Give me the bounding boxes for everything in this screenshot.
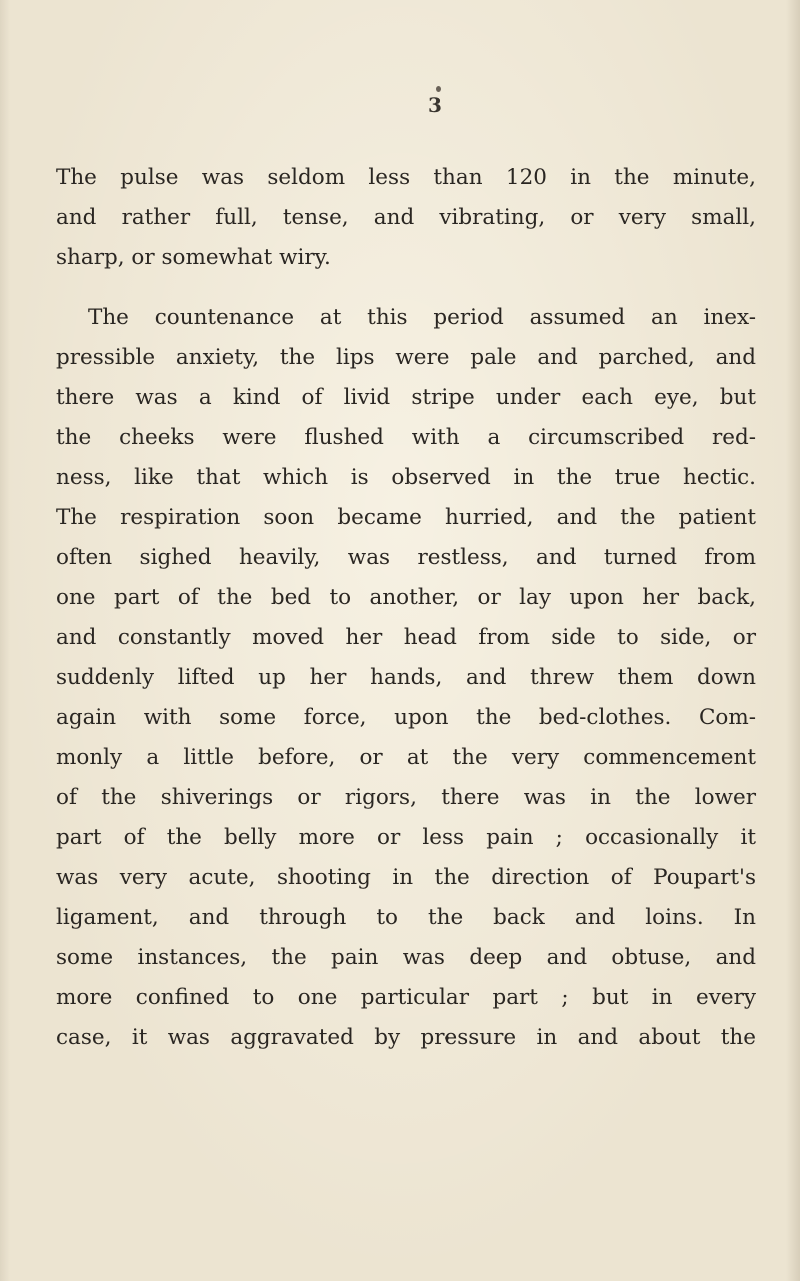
text-line: often sighed heavily, was restless, and turned from bbox=[56, 545, 756, 570]
text-line: monly a little before, or at the very commencement bbox=[56, 745, 756, 770]
text-line: The countenance at this period assumed an inex- bbox=[88, 305, 756, 330]
text-line: of the shiverings or rigors, there was in the lower bbox=[56, 785, 756, 810]
text-line: sharp, or somewhat wiry. bbox=[56, 245, 331, 270]
page-right-shadow bbox=[786, 0, 800, 1281]
text-line: suddenly lifted up her hands, and threw them down bbox=[56, 665, 756, 690]
text-line: one part of the bed to another, or lay upon her back, bbox=[56, 585, 756, 610]
text-line: again with some force, upon the bed-clothes. Com- bbox=[56, 705, 756, 730]
paragraph-1 bbox=[56, 158, 756, 278]
text-line: the cheeks were flushed with a circumscribed red- bbox=[56, 425, 756, 450]
text-line: and constantly moved her head from side to side, or bbox=[56, 625, 756, 650]
text-line: was very acute, shooting in the direction of Poupart's bbox=[56, 865, 756, 890]
text-line: ness, like that which is observed in the true hectic. bbox=[56, 465, 756, 490]
text-line: pressible anxiety, the lips were pale and parched, and bbox=[56, 345, 756, 370]
page-left-shadow bbox=[0, 0, 10, 1281]
text-line: and rather full, tense, and vibrating, or very small, bbox=[56, 205, 756, 230]
text-line: some instances, the pain was deep and obtuse, and bbox=[56, 945, 756, 970]
text-line: part of the belly more or less pain ; occasionally it bbox=[56, 825, 756, 850]
ink-speck bbox=[436, 86, 441, 92]
text-line: case, it was aggravated by pressure in and about the bbox=[56, 1025, 756, 1050]
text-line: there was a kind of livid stripe under each eye, but bbox=[56, 385, 756, 410]
text-line: ligament, and through to the back and loins. In bbox=[56, 905, 756, 930]
paragraph-2 bbox=[56, 298, 756, 1058]
page-marker: 3 bbox=[428, 93, 442, 117]
text-line: more confined to one particular part ; but in every bbox=[56, 985, 756, 1010]
text-line: The pulse was seldom less than 120 in the minute, bbox=[56, 165, 756, 190]
text-line: The respiration soon became hurried, and the patient bbox=[56, 505, 756, 530]
